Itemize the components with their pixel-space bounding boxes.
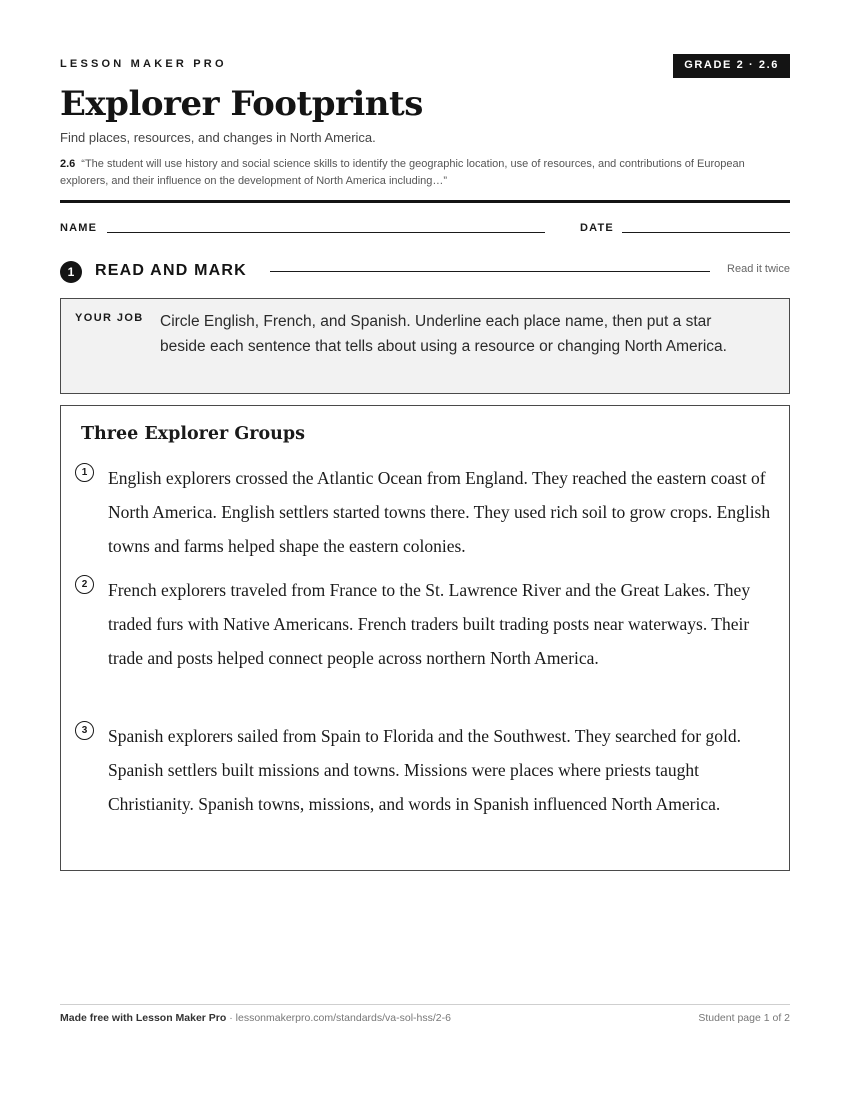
name-label: NAME: [60, 222, 98, 234]
page-subtitle: Find places, resources, and changes in North America.: [60, 130, 376, 145]
paragraph-text[interactable]: English explorers crossed the Atlantic Ocean from England. They reached the eastern coast of North America. English settlers started towns there. They used rich soil to grow crops. English towns and farms helped shape the eastern colonies.: [108, 468, 771, 556]
header-divider: [60, 200, 790, 203]
paragraph-number: 1: [75, 463, 94, 482]
footer-made-with: Made free with Lesson Maker Pro: [60, 1012, 227, 1024]
brand-name: LESSON MAKER PRO: [60, 58, 227, 70]
page-title: Explorer Footprints: [60, 84, 423, 124]
standard-code: 2.6: [60, 158, 76, 170]
footer-page-number: Student page 1 of 2: [698, 1012, 790, 1024]
standard-text: “The student will use history and social science skills to identify the geographic location, use of resources, and contributions of European explorers, and their influence on the development of North America including…”: [60, 158, 745, 187]
paragraph-text[interactable]: French explorers traveled from France to the St. Lawrence River and the Great Lakes. They traded furs with Native Americans. French traders built trading posts near waterways. Their trade and posts helped connect people across northern North America.: [108, 580, 751, 668]
footer-url[interactable]: · lessonmakerpro.com/standards/va-sol-hss/2-6: [226, 1012, 451, 1024]
section-hint: Read it twice: [727, 263, 790, 275]
paragraph-number: 3: [75, 721, 94, 740]
name-write-line[interactable]: [107, 232, 545, 233]
instructions-label: YOUR JOB: [75, 312, 144, 324]
paragraph-number: 2: [75, 575, 94, 594]
instructions-text: Circle English, French, and Spanish. Underline each place name, then put a star beside each sentence that tells about using a resource or changing North America.: [160, 313, 727, 355]
footer-credit: [60, 1012, 451, 1024]
footer-divider: [60, 1004, 790, 1005]
section-divider: [270, 271, 710, 272]
step-number-badge: 1: [60, 261, 82, 283]
reading-title: Three Explorer Groups: [81, 424, 305, 444]
instructions-box: [60, 298, 790, 394]
standard-description: [60, 156, 790, 190]
date-label: DATE: [580, 222, 614, 234]
section-title: READ AND MARK: [95, 262, 247, 279]
paragraph-text[interactable]: Spanish explorers sailed from Spain to Florida and the Southwest. They searched for gold. Spanish settlers built missions and towns. Missions were places where priests taught Christianity. Spanish towns, missions, and words in Spanish influenced North America.: [108, 726, 741, 814]
reading-passage-box: [60, 405, 790, 871]
date-write-line[interactable]: [622, 232, 790, 233]
grade-badge: GRADE 2 · 2.6: [673, 54, 790, 78]
